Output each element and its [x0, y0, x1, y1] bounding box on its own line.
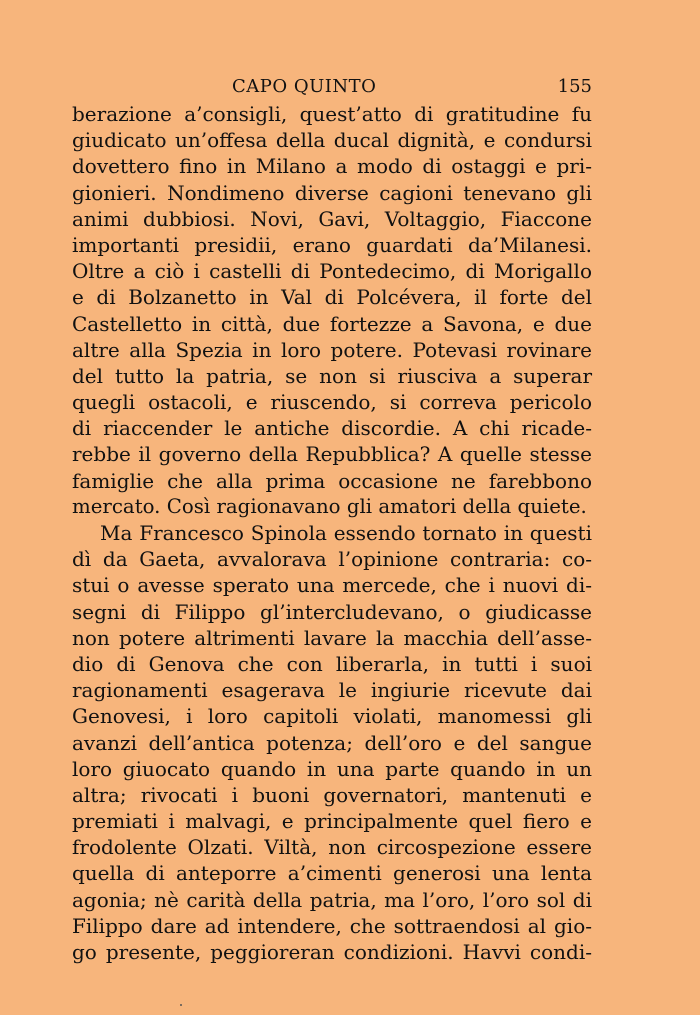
text-line: dio di Genova che con liberarla, in tutti i suoi	[72, 651, 592, 676]
text-line: quegli ostacoli, e riuscendo, si correva pericolo	[72, 390, 592, 415]
page-number: 155	[557, 76, 592, 97]
scan-speck	[180, 1004, 182, 1006]
text-line: e di Bolzanetto in Val di Polcévera, il forte del	[72, 285, 592, 310]
text-line: avanzi dell’antica potenza; dell’oro e del sangue	[72, 730, 592, 755]
text-line: go presente, peggioreran condizioni. Havvi condi-	[72, 940, 592, 964]
text-line: famiglie che alla prima occasione ne farebbono	[72, 468, 592, 493]
text-line: importanti presidii, erano guardati da’Milanesi.	[72, 232, 592, 257]
text-line: gionieri. Nondimeno diverse cagioni tenevano gli	[72, 180, 592, 205]
text-line: loro giuocato quando in una parte quando in un	[72, 756, 592, 781]
chapter-title: CAPO QUINTO	[232, 76, 377, 97]
text-line: Ma Francesco Spinola essendo tornato in questi	[100, 521, 592, 545]
text-line: non potere altrimenti lavare la macchia dell’asse-	[72, 625, 592, 650]
text-line: Oltre a ciò i castelli di Pontedecimo, di Morigallo	[72, 259, 592, 284]
text-line: dovettero fino in Milano a modo di ostaggi e pri-	[72, 154, 592, 179]
text-line: agonia; nè carità della patria, ma l’oro, l’oro sol di	[72, 887, 592, 912]
text-line: Genovesi, i loro capitoli violati, manomessi gli	[72, 704, 592, 729]
text-line: rebbe il governo della Repubblica? A quelle stesse	[72, 442, 592, 467]
text-line: berazione a’consigli, quest’atto di gratitudine fu	[72, 102, 592, 126]
running-header	[72, 76, 592, 100]
text-line: stui o avesse sperato una mercede, che i nuovi di-	[72, 573, 592, 598]
text-line: premiati i malvagi, e principalmente quel fiero e	[72, 809, 592, 834]
body-text	[72, 101, 592, 965]
text-line: Castelletto in città, due fortezze a Savona, e due	[72, 311, 592, 336]
text-line: dì da Gaeta, avvalorava l’opinione contraria: co-	[72, 547, 592, 572]
text-line: quella di anteporre a’cimenti generosi una lenta	[72, 861, 592, 886]
text-line: altra; rivocati i buoni governatori, mantenuti e	[72, 782, 592, 807]
text-line: giudicato un’offesa della ducal dignità, e condursi	[72, 128, 592, 153]
text-line: mercato. Così ragionavano gli amatori della quiete.	[72, 494, 587, 518]
text-line: altre alla Spezia in loro potere. Potevasi rovinare	[72, 337, 592, 362]
text-line: segni di Filippo gl’intercludevano, o giudicasse	[72, 599, 592, 624]
text-line: frodolente Olzati. Viltà, non circospezione essere	[72, 835, 592, 860]
text-line: di riaccender le antiche discordie. A chi ricade-	[72, 416, 592, 441]
text-line: animi dubbiosi. Novi, Gavi, Voltaggio, Fiaccone	[72, 206, 592, 231]
text-line: del tutto la patria, se non si riusciva a superar	[72, 363, 592, 388]
text-line: Filippo dare ad intendere, che sottraendosi al gio-	[72, 913, 592, 938]
text-line: ragionamenti esagerava le ingiurie ricevute dai	[72, 678, 592, 703]
